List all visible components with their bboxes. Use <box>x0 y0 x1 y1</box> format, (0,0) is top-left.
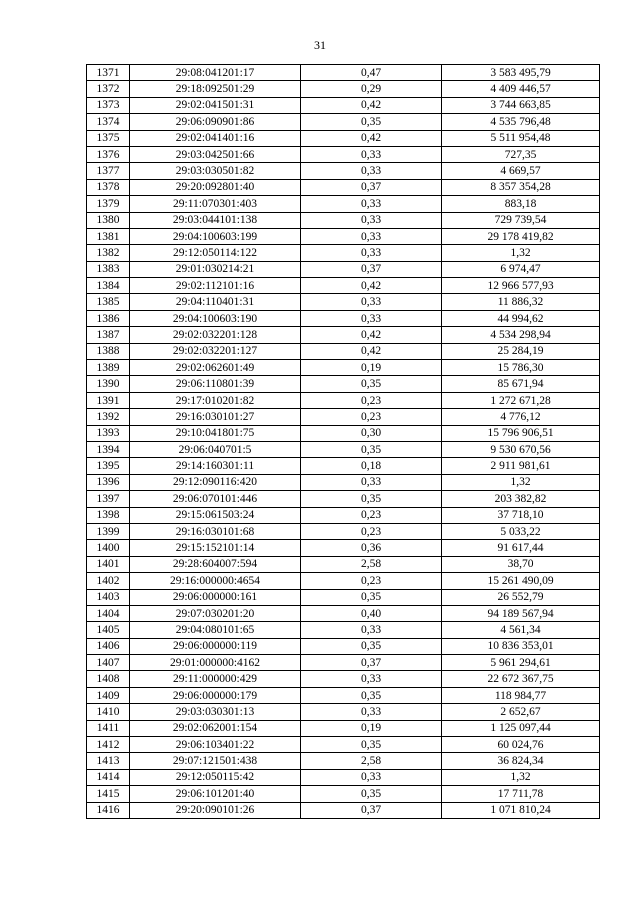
table-row <box>87 786 600 802</box>
rate-cell: 0,33 <box>301 245 442 261</box>
table-row <box>87 802 600 818</box>
value-cell: 36 824,34 <box>442 753 600 769</box>
row-number-cell: 1404 <box>87 605 130 621</box>
cadastral-number-cell: 29:16:030101:27 <box>130 409 301 425</box>
row-number-cell: 1408 <box>87 671 130 687</box>
cadastral-number-cell: 29:15:061503:24 <box>130 507 301 523</box>
row-number-cell: 1395 <box>87 458 130 474</box>
rate-cell: 0,33 <box>301 310 442 326</box>
row-number-cell: 1386 <box>87 310 130 326</box>
row-number-cell: 1390 <box>87 376 130 392</box>
cadastral-number-cell: 29:11:000000:429 <box>130 671 301 687</box>
cadastral-number-cell: 29:12:050114:122 <box>130 245 301 261</box>
rate-cell: 0,33 <box>301 196 442 212</box>
value-cell: 38,70 <box>442 556 600 572</box>
row-number-cell: 1410 <box>87 704 130 720</box>
row-number-cell: 1405 <box>87 622 130 638</box>
table-row <box>87 704 600 720</box>
rate-cell: 0,33 <box>301 769 442 785</box>
cadastral-number-cell: 29:20:092801:40 <box>130 179 301 195</box>
cadastral-number-cell: 29:07:030201:20 <box>130 605 301 621</box>
rate-cell: 0,30 <box>301 425 442 441</box>
cadastral-number-cell: 29:03:030501:82 <box>130 163 301 179</box>
cadastral-number-cell: 29:02:032201:128 <box>130 327 301 343</box>
value-cell: 9 530 670,56 <box>442 441 600 457</box>
rate-cell: 0,19 <box>301 720 442 736</box>
row-number-cell: 1399 <box>87 523 130 539</box>
row-number-cell: 1387 <box>87 327 130 343</box>
row-number-cell: 1382 <box>87 245 130 261</box>
table-row <box>87 671 600 687</box>
cadastral-number-cell: 29:20:090101:26 <box>130 802 301 818</box>
value-cell: 5 961 294,61 <box>442 655 600 671</box>
rate-cell: 0,35 <box>301 589 442 605</box>
rate-cell: 0,33 <box>301 671 442 687</box>
cadastral-number-cell: 29:02:032201:127 <box>130 343 301 359</box>
cadastral-number-cell: 29:06:000000:119 <box>130 638 301 654</box>
cadastral-number-cell: 29:06:000000:161 <box>130 589 301 605</box>
cadastral-number-cell: 29:14:160301:11 <box>130 458 301 474</box>
row-number-cell: 1398 <box>87 507 130 523</box>
row-number-cell: 1407 <box>87 655 130 671</box>
cadastral-number-cell: 29:06:101201:40 <box>130 786 301 802</box>
row-number-cell: 1415 <box>87 786 130 802</box>
table-row <box>87 392 600 408</box>
table-row <box>87 655 600 671</box>
value-cell: 60 024,76 <box>442 737 600 753</box>
table-row <box>87 130 600 146</box>
rate-cell: 0,42 <box>301 97 442 113</box>
value-cell: 15 261 490,09 <box>442 573 600 589</box>
value-cell: 10 836 353,01 <box>442 638 600 654</box>
rate-cell: 0,33 <box>301 622 442 638</box>
rate-cell: 0,35 <box>301 687 442 703</box>
page-number: 31 <box>314 38 326 52</box>
table-row <box>87 179 600 195</box>
rate-cell: 0,23 <box>301 523 442 539</box>
table-row <box>87 507 600 523</box>
table-row <box>87 114 600 130</box>
table-row <box>87 261 600 277</box>
row-number-cell: 1402 <box>87 573 130 589</box>
cadastral-number-cell: 29:01:000000:4162 <box>130 655 301 671</box>
table-row <box>87 294 600 310</box>
value-cell: 2 652,67 <box>442 704 600 720</box>
cadastral-number-cell: 29:16:030101:68 <box>130 523 301 539</box>
rate-cell: 0,23 <box>301 392 442 408</box>
row-number-cell: 1381 <box>87 228 130 244</box>
row-number-cell: 1397 <box>87 491 130 507</box>
value-cell: 2 911 981,61 <box>442 458 600 474</box>
rate-cell: 0,42 <box>301 327 442 343</box>
value-cell: 85 671,94 <box>442 376 600 392</box>
rate-cell: 0,36 <box>301 540 442 556</box>
value-cell: 6 974,47 <box>442 261 600 277</box>
table-row <box>87 605 600 621</box>
row-number-cell: 1406 <box>87 638 130 654</box>
rate-cell: 0,35 <box>301 638 442 654</box>
value-cell: 3 583 495,79 <box>442 65 600 81</box>
row-number-cell: 1388 <box>87 343 130 359</box>
rate-cell: 0,33 <box>301 228 442 244</box>
row-number-cell: 1383 <box>87 261 130 277</box>
rate-cell: 0,37 <box>301 179 442 195</box>
value-cell: 1,32 <box>442 245 600 261</box>
value-cell: 12 966 577,93 <box>442 278 600 294</box>
value-cell: 5 511 954,48 <box>442 130 600 146</box>
rate-cell: 0,42 <box>301 343 442 359</box>
table-row <box>87 540 600 556</box>
table-row <box>87 97 600 113</box>
cadastral-number-cell: 29:10:041801:75 <box>130 425 301 441</box>
rate-cell: 2,58 <box>301 753 442 769</box>
table-row <box>87 360 600 376</box>
row-number-cell: 1403 <box>87 589 130 605</box>
value-cell: 1,32 <box>442 769 600 785</box>
table-body <box>87 65 600 819</box>
table-row <box>87 196 600 212</box>
cadastral-number-cell: 29:02:062601:49 <box>130 360 301 376</box>
row-number-cell: 1376 <box>87 146 130 162</box>
table-row <box>87 81 600 97</box>
value-cell: 1 071 810,24 <box>442 802 600 818</box>
rate-cell: 0,35 <box>301 737 442 753</box>
rate-cell: 0,35 <box>301 491 442 507</box>
value-cell: 729 739,54 <box>442 212 600 228</box>
rate-cell: 0,40 <box>301 605 442 621</box>
value-cell: 118 984,77 <box>442 687 600 703</box>
table-row <box>87 458 600 474</box>
table-row <box>87 638 600 654</box>
cadastral-number-cell: 29:06:103401:22 <box>130 737 301 753</box>
cadastral-number-cell: 29:06:090901:86 <box>130 114 301 130</box>
row-number-cell: 1412 <box>87 737 130 753</box>
table-row <box>87 769 600 785</box>
table-row <box>87 523 600 539</box>
value-cell: 15 786,30 <box>442 360 600 376</box>
value-cell: 4 409 446,57 <box>442 81 600 97</box>
value-cell: 203 382,82 <box>442 491 600 507</box>
value-cell: 29 178 419,82 <box>442 228 600 244</box>
cadastral-number-cell: 29:07:121501:438 <box>130 753 301 769</box>
rate-cell: 0,42 <box>301 278 442 294</box>
table-row <box>87 720 600 736</box>
rate-cell: 0,33 <box>301 704 442 720</box>
cadastral-number-cell: 29:04:080101:65 <box>130 622 301 638</box>
cadastral-number-cell: 29:11:070301:403 <box>130 196 301 212</box>
value-cell: 883,18 <box>442 196 600 212</box>
cadastral-number-cell: 29:03:042501:66 <box>130 146 301 162</box>
table-row <box>87 65 600 81</box>
cadastral-number-cell: 29:02:112101:16 <box>130 278 301 294</box>
table-row <box>87 687 600 703</box>
cadastral-number-cell: 29:18:092501:29 <box>130 81 301 97</box>
row-number-cell: 1389 <box>87 360 130 376</box>
cadastral-number-cell: 29:02:041401:16 <box>130 130 301 146</box>
value-cell: 4 534 298,94 <box>442 327 600 343</box>
value-cell: 5 033,22 <box>442 523 600 539</box>
table-row <box>87 409 600 425</box>
rate-cell: 2,58 <box>301 556 442 572</box>
value-cell: 11 886,32 <box>442 294 600 310</box>
cadastral-number-cell: 29:28:604007:594 <box>130 556 301 572</box>
value-cell: 4 669,57 <box>442 163 600 179</box>
rate-cell: 0,33 <box>301 163 442 179</box>
table-row <box>87 441 600 457</box>
rate-cell: 0,23 <box>301 507 442 523</box>
rate-cell: 0,33 <box>301 212 442 228</box>
table-row <box>87 245 600 261</box>
row-number-cell: 1373 <box>87 97 130 113</box>
table-row <box>87 425 600 441</box>
value-cell: 17 711,78 <box>442 786 600 802</box>
rate-cell: 0,35 <box>301 441 442 457</box>
row-number-cell: 1377 <box>87 163 130 179</box>
row-number-cell: 1378 <box>87 179 130 195</box>
rate-cell: 0,35 <box>301 114 442 130</box>
table-row <box>87 622 600 638</box>
cadastral-number-cell: 29:03:044101:138 <box>130 212 301 228</box>
row-number-cell: 1401 <box>87 556 130 572</box>
value-cell: 26 552,79 <box>442 589 600 605</box>
value-cell: 4 561,34 <box>442 622 600 638</box>
value-cell: 25 284,19 <box>442 343 600 359</box>
value-cell: 727,35 <box>442 146 600 162</box>
rate-cell: 0,47 <box>301 65 442 81</box>
cadastral-number-cell: 29:06:000000:179 <box>130 687 301 703</box>
row-number-cell: 1393 <box>87 425 130 441</box>
row-number-cell: 1384 <box>87 278 130 294</box>
cadastral-number-cell: 29:08:041201:17 <box>130 65 301 81</box>
rate-cell: 0,37 <box>301 802 442 818</box>
row-number-cell: 1372 <box>87 81 130 97</box>
cadastral-number-cell: 29:16:000000:4654 <box>130 573 301 589</box>
rate-cell: 0,33 <box>301 294 442 310</box>
table-row <box>87 212 600 228</box>
value-cell: 22 672 367,75 <box>442 671 600 687</box>
row-number-cell: 1413 <box>87 753 130 769</box>
rate-cell: 0,42 <box>301 130 442 146</box>
value-cell: 8 357 354,28 <box>442 179 600 195</box>
row-number-cell: 1392 <box>87 409 130 425</box>
cadastral-number-cell: 29:01:030214:21 <box>130 261 301 277</box>
table-row <box>87 343 600 359</box>
cadastral-number-cell: 29:02:041501:31 <box>130 97 301 113</box>
rate-cell: 0,23 <box>301 573 442 589</box>
cadastral-value-table <box>86 64 600 819</box>
row-number-cell: 1400 <box>87 540 130 556</box>
rate-cell: 0,35 <box>301 786 442 802</box>
row-number-cell: 1409 <box>87 687 130 703</box>
value-cell: 15 796 906,51 <box>442 425 600 441</box>
row-number-cell: 1371 <box>87 65 130 81</box>
rate-cell: 0,33 <box>301 146 442 162</box>
table-row <box>87 278 600 294</box>
table-row <box>87 310 600 326</box>
table-row <box>87 737 600 753</box>
row-number-cell: 1416 <box>87 802 130 818</box>
cadastral-number-cell: 29:15:152101:14 <box>130 540 301 556</box>
table-row <box>87 163 600 179</box>
cadastral-number-cell: 29:06:040701:5 <box>130 441 301 457</box>
rate-cell: 0,29 <box>301 81 442 97</box>
rate-cell: 0,19 <box>301 360 442 376</box>
cadastral-number-cell: 29:04:100603:199 <box>130 228 301 244</box>
value-cell: 91 617,44 <box>442 540 600 556</box>
value-cell: 1 272 671,28 <box>442 392 600 408</box>
value-cell: 4 776,12 <box>442 409 600 425</box>
rate-cell: 0,37 <box>301 261 442 277</box>
row-number-cell: 1375 <box>87 130 130 146</box>
value-cell: 4 535 796,48 <box>442 114 600 130</box>
table-row <box>87 589 600 605</box>
cadastral-number-cell: 29:04:100603:190 <box>130 310 301 326</box>
table-row <box>87 228 600 244</box>
rate-cell: 0,35 <box>301 376 442 392</box>
value-cell: 94 189 567,94 <box>442 605 600 621</box>
rate-cell: 0,18 <box>301 458 442 474</box>
cadastral-number-cell: 29:04:110401:31 <box>130 294 301 310</box>
cadastral-number-cell: 29:02:062001:154 <box>130 720 301 736</box>
value-cell: 37 718,10 <box>442 507 600 523</box>
cadastral-number-cell: 29:12:050115:42 <box>130 769 301 785</box>
cadastral-number-cell: 29:06:110801:39 <box>130 376 301 392</box>
table-row <box>87 474 600 490</box>
rate-cell: 0,23 <box>301 409 442 425</box>
row-number-cell: 1379 <box>87 196 130 212</box>
table-row <box>87 491 600 507</box>
value-cell: 1 125 097,44 <box>442 720 600 736</box>
table-row <box>87 573 600 589</box>
cadastral-number-cell: 29:06:070101:446 <box>130 491 301 507</box>
row-number-cell: 1411 <box>87 720 130 736</box>
table-row <box>87 556 600 572</box>
row-number-cell: 1394 <box>87 441 130 457</box>
table-row <box>87 753 600 769</box>
value-cell: 1,32 <box>442 474 600 490</box>
cadastral-number-cell: 29:12:090116:420 <box>130 474 301 490</box>
value-cell: 44 994,62 <box>442 310 600 326</box>
table-row <box>87 327 600 343</box>
cadastral-number-cell: 29:03:030301:13 <box>130 704 301 720</box>
row-number-cell: 1396 <box>87 474 130 490</box>
row-number-cell: 1385 <box>87 294 130 310</box>
row-number-cell: 1414 <box>87 769 130 785</box>
table-row <box>87 376 600 392</box>
row-number-cell: 1391 <box>87 392 130 408</box>
table-row <box>87 146 600 162</box>
value-cell: 3 744 663,85 <box>442 97 600 113</box>
row-number-cell: 1380 <box>87 212 130 228</box>
rate-cell: 0,37 <box>301 655 442 671</box>
row-number-cell: 1374 <box>87 114 130 130</box>
cadastral-number-cell: 29:17:010201:82 <box>130 392 301 408</box>
rate-cell: 0,33 <box>301 474 442 490</box>
